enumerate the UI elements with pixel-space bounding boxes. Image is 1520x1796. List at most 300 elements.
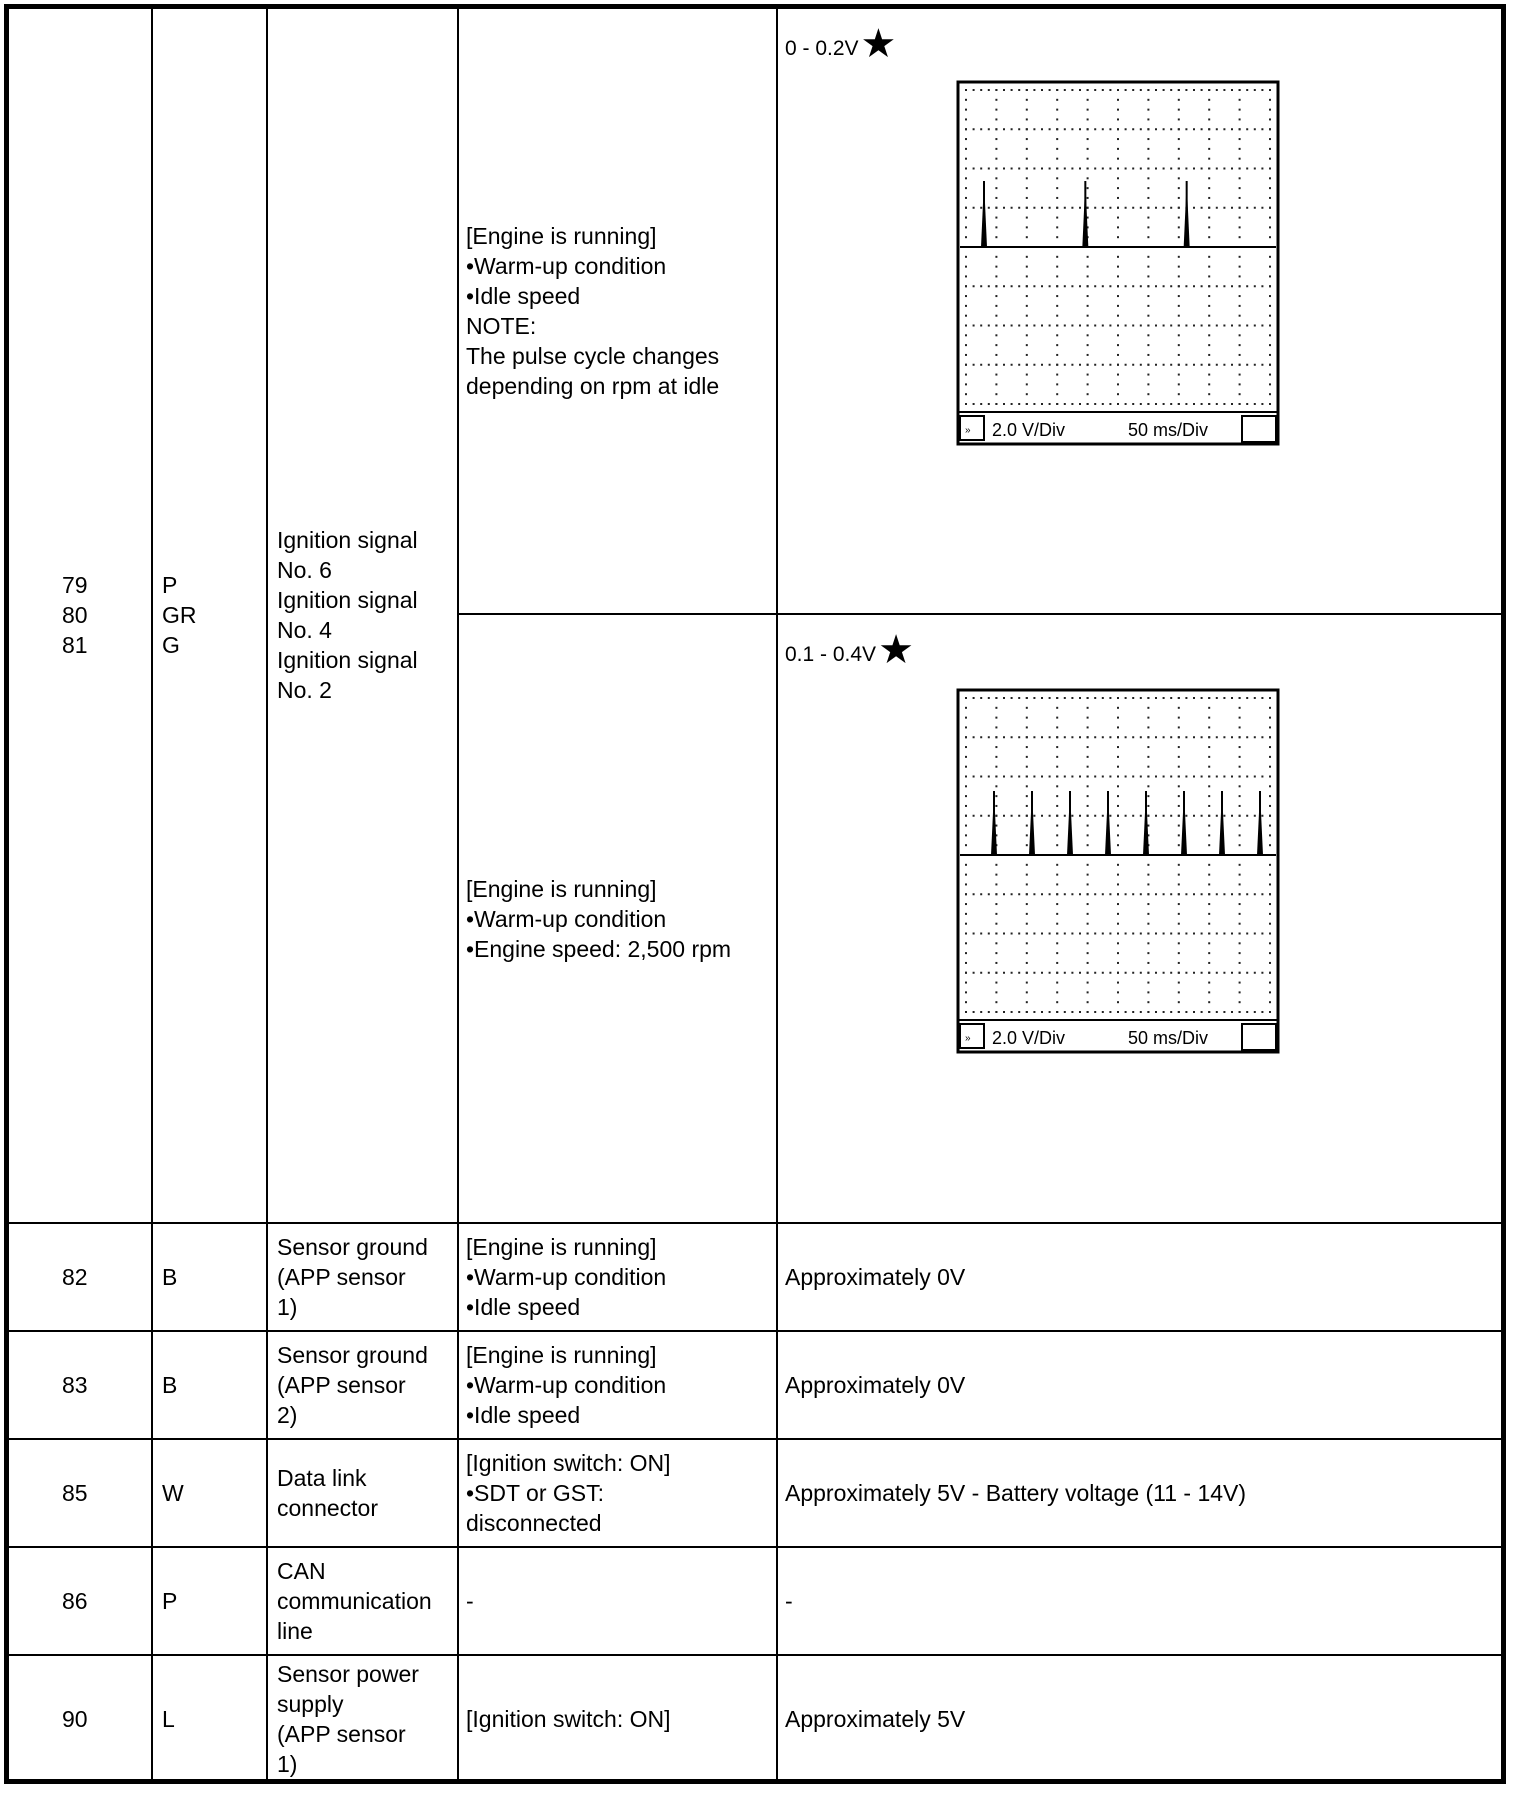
- grid-dot: [965, 844, 967, 846]
- grid-dot: [1231, 325, 1233, 327]
- grid-dot: [980, 168, 982, 170]
- grid-dot: [1269, 972, 1271, 974]
- grid-dot: [1087, 903, 1089, 905]
- grid-dot: [1231, 89, 1233, 91]
- grid-dot: [980, 285, 982, 287]
- grid-dot: [1170, 776, 1172, 778]
- grid-dot: [1208, 275, 1210, 277]
- grid-dot: [1246, 364, 1248, 366]
- grid-dot: [1056, 99, 1058, 101]
- grid-dot: [1239, 99, 1241, 101]
- grid-dot: [995, 785, 997, 787]
- grid-dot: [1269, 305, 1271, 307]
- grid-dot: [1018, 89, 1020, 91]
- grid-dot: [1254, 285, 1256, 287]
- grid-dot: [965, 825, 967, 827]
- grid-dot: [1147, 825, 1149, 827]
- grid-dot: [1117, 266, 1119, 268]
- grid-dot: [1269, 354, 1271, 356]
- grid-dot: [965, 364, 967, 366]
- grid-dot: [1087, 776, 1089, 778]
- grid-dot: [1102, 933, 1104, 935]
- grid-dot: [1026, 236, 1028, 238]
- time-div-label: 50 ms/Div: [1128, 1028, 1209, 1048]
- grid-dot: [1239, 256, 1241, 258]
- grid-dot: [1208, 168, 1210, 170]
- grid-dot: [1208, 325, 1210, 327]
- grid-dot: [1087, 197, 1089, 199]
- grid-dot: [1208, 834, 1210, 836]
- grid-dot: [1185, 285, 1187, 287]
- grid-dot: [1208, 805, 1210, 807]
- grid-dot: [1049, 168, 1051, 170]
- grid-dot: [1163, 325, 1165, 327]
- grid-dot: [995, 933, 997, 935]
- grid-dot: [1147, 982, 1149, 984]
- grid-dot: [1056, 89, 1058, 91]
- grid-dot: [1117, 952, 1119, 954]
- grid-dot: [1132, 207, 1134, 209]
- grid-dot: [1041, 128, 1043, 130]
- grid-dot: [988, 972, 990, 974]
- grid-dot: [1003, 364, 1005, 366]
- grid-dot: [1208, 982, 1210, 984]
- grid-dot: [965, 275, 967, 277]
- grid-dot: [1239, 776, 1241, 778]
- grid-dot: [1254, 697, 1256, 699]
- grid-dot: [1269, 903, 1271, 905]
- grid-dot: [973, 736, 975, 738]
- grid-dot: [1239, 128, 1241, 130]
- grid-dot: [1026, 226, 1028, 228]
- grid-dot: [1147, 266, 1149, 268]
- grid-dot: [1239, 883, 1241, 885]
- grid-dot: [1026, 393, 1028, 395]
- grid-dot: [973, 403, 975, 405]
- grid-dot: [1056, 334, 1058, 336]
- grid-dot: [1193, 893, 1195, 895]
- grid-dot: [1087, 795, 1089, 797]
- grid-dot: [1178, 844, 1180, 846]
- grid-dot: [1064, 325, 1066, 327]
- grid-dot: [1056, 364, 1058, 366]
- grid-dot: [1087, 266, 1089, 268]
- terminal-number: 83: [62, 1372, 88, 1398]
- grid-dot: [1079, 403, 1081, 405]
- grid-dot: [1269, 197, 1271, 199]
- grid-dot: [1208, 383, 1210, 385]
- grid-dot: [1026, 128, 1028, 130]
- grid-dot: [1216, 285, 1218, 287]
- grid-dot: [1026, 275, 1028, 277]
- grid-dot: [1102, 403, 1104, 405]
- grid-dot: [1254, 1011, 1256, 1013]
- grid-dot: [1208, 217, 1210, 219]
- grid-dot: [1041, 893, 1043, 895]
- grid-dot: [1117, 168, 1119, 170]
- grid-dot: [1056, 393, 1058, 395]
- grid-dot: [1117, 128, 1119, 130]
- grid-dot: [1231, 736, 1233, 738]
- grid-dot: [995, 972, 997, 974]
- grid-dot: [1087, 275, 1089, 277]
- grid-dot: [1223, 815, 1225, 817]
- grid-dot: [1147, 1001, 1149, 1003]
- grid-dot: [1239, 393, 1241, 395]
- grid-dot: [988, 1011, 990, 1013]
- grid-dot: [1049, 933, 1051, 935]
- grid-dot: [965, 952, 967, 954]
- grid-dot: [1193, 1011, 1195, 1013]
- grid-dot: [965, 913, 967, 915]
- grid-dot: [1147, 403, 1149, 405]
- grid-dot: [1269, 893, 1271, 895]
- grid-dot: [995, 874, 997, 876]
- grid-dot: [965, 354, 967, 356]
- grid-dot: [1041, 1011, 1043, 1013]
- grid-dot: [965, 726, 967, 728]
- table-row-value: [785, 1332, 1500, 1438]
- grid-dot: [1178, 1011, 1180, 1013]
- grid-dot: [1117, 295, 1119, 297]
- grid-dot: [1079, 1011, 1081, 1013]
- grid-dot: [995, 1001, 997, 1003]
- grid-dot: [1041, 364, 1043, 366]
- grid-dot: [1163, 972, 1165, 974]
- grid-dot: [1178, 707, 1180, 709]
- wire-colors-text: P GR G: [162, 572, 197, 658]
- grid-dot: [1246, 893, 1248, 895]
- grid-dot: [1026, 207, 1028, 209]
- grid-dot: [1170, 168, 1172, 170]
- grid-dot: [1239, 834, 1241, 836]
- grid-dot: [988, 168, 990, 170]
- grid-dot: [1163, 207, 1165, 209]
- table-row-color: [162, 1224, 262, 1330]
- star-icon: ★: [878, 628, 914, 672]
- grid-dot: [965, 1011, 967, 1013]
- grid-dot: [1018, 325, 1020, 327]
- grid-dot: [1254, 736, 1256, 738]
- grid-dot: [973, 89, 975, 91]
- grid-dot: [1125, 893, 1127, 895]
- grid-dot: [1087, 383, 1089, 385]
- grid-dot: [965, 962, 967, 964]
- grid-dot: [1201, 403, 1203, 405]
- grid-dot: [1087, 834, 1089, 836]
- grid-dot: [1216, 207, 1218, 209]
- grid-dot: [1087, 158, 1089, 160]
- grid-dot: [965, 883, 967, 885]
- grid-dot: [1269, 148, 1271, 150]
- grid-dot: [1087, 295, 1089, 297]
- grid-dot: [1254, 207, 1256, 209]
- grid-dot: [1239, 785, 1241, 787]
- grid-dot: [1178, 1001, 1180, 1003]
- grid-dot: [1208, 344, 1210, 346]
- grid-dot: [995, 1011, 997, 1013]
- grid-dot: [1026, 1001, 1028, 1003]
- table-row-item: [277, 1224, 455, 1330]
- grid-dot: [1178, 168, 1180, 170]
- grid-dot: [1185, 776, 1187, 778]
- grid-dot: [1269, 834, 1271, 836]
- grid-dot: [965, 805, 967, 807]
- oscilloscope-waveform-2500rpm: [956, 688, 1286, 1058]
- grid-dot: [988, 933, 990, 935]
- grid-dot: [980, 1011, 982, 1013]
- grid-dot: [1117, 187, 1119, 189]
- grid-dot: [1011, 697, 1013, 699]
- grid-dot: [1269, 933, 1271, 935]
- grid-dot: [1087, 707, 1089, 709]
- grid-dot: [1155, 697, 1157, 699]
- grid-dot: [1132, 736, 1134, 738]
- grid-dot: [1193, 285, 1195, 287]
- grid-dot: [1026, 403, 1028, 405]
- grid-dot: [1026, 962, 1028, 964]
- grid-dot: [1102, 325, 1104, 327]
- grid-dot: [1056, 177, 1058, 179]
- grid-dot: [1239, 89, 1241, 91]
- grid-dot: [980, 893, 982, 895]
- grid-dot: [1026, 707, 1028, 709]
- grid-dot: [1208, 256, 1210, 258]
- grid-dot: [1223, 168, 1225, 170]
- grid-dot: [973, 776, 975, 778]
- grid-dot: [1117, 89, 1119, 91]
- grid-dot: [1208, 913, 1210, 915]
- grid-dot: [1125, 168, 1127, 170]
- grid-dot: [1026, 766, 1028, 768]
- grid-dot: [965, 933, 967, 935]
- grid-dot: [965, 187, 967, 189]
- grid-dot: [988, 364, 990, 366]
- grid-dot: [1003, 325, 1005, 327]
- grid-dot: [1261, 403, 1263, 405]
- grid-dot: [1117, 177, 1119, 179]
- grid-dot: [1026, 315, 1028, 317]
- grid-dot: [1087, 393, 1089, 395]
- grid-dot: [1087, 1011, 1089, 1013]
- item-text: Data link connector: [277, 1465, 379, 1521]
- grid-dot: [1239, 913, 1241, 915]
- grid-dot: [1147, 325, 1149, 327]
- grid-dot: [1147, 923, 1149, 925]
- grid-dot: [1109, 168, 1111, 170]
- grid-dot: [1087, 736, 1089, 738]
- grid-dot: [965, 972, 967, 974]
- grid-dot: [1269, 717, 1271, 719]
- grid-dot: [1033, 403, 1035, 405]
- grid-dot: [1147, 697, 1149, 699]
- grid-dot: [1269, 403, 1271, 405]
- grid-dot: [1178, 393, 1180, 395]
- grid-dot: [1026, 325, 1028, 327]
- grid-dot: [1056, 864, 1058, 866]
- grid-dot: [1018, 364, 1020, 366]
- grid-dot: [1178, 148, 1180, 150]
- grid-dot: [1125, 89, 1127, 91]
- grid-dot: [1087, 874, 1089, 876]
- grid-dot: [1201, 364, 1203, 366]
- grid-dot: [1269, 344, 1271, 346]
- grid-dot: [965, 746, 967, 748]
- reading-idle-value: 0 - 0.2V: [785, 37, 859, 60]
- grid-dot: [1064, 207, 1066, 209]
- grid-dot: [1102, 364, 1104, 366]
- grid-dot: [1087, 766, 1089, 768]
- grid-dot: [1056, 972, 1058, 974]
- grid-dot: [988, 403, 990, 405]
- grid-dot: [1155, 128, 1157, 130]
- grid-dot: [1109, 893, 1111, 895]
- grid-dot: [995, 325, 997, 327]
- grid-dot: [1223, 1011, 1225, 1013]
- grid-dot: [1026, 805, 1028, 807]
- grid-dot: [1170, 89, 1172, 91]
- table-row-condition: [466, 1656, 774, 1782]
- grid-dot: [1261, 972, 1263, 974]
- grid-dot: [1071, 325, 1073, 327]
- grid-dot: [1094, 972, 1096, 974]
- grid-dot: [1064, 89, 1066, 91]
- grid-dot: [1117, 707, 1119, 709]
- grid-dot: [1185, 893, 1187, 895]
- grid-dot: [1026, 746, 1028, 748]
- table-row-condition: [466, 1440, 774, 1546]
- grid-dot: [1269, 785, 1271, 787]
- grid-dot: [1033, 893, 1035, 895]
- grid-dot: [1163, 168, 1165, 170]
- grid-dot: [1018, 972, 1020, 974]
- grid-dot: [1231, 697, 1233, 699]
- grid-dot: [965, 756, 967, 758]
- grid-dot: [1185, 325, 1187, 327]
- grid-dot: [1132, 403, 1134, 405]
- grid-dot: [1056, 266, 1058, 268]
- grid-dot: [1041, 697, 1043, 699]
- grid-dot: [1041, 736, 1043, 738]
- grid-dot: [995, 776, 997, 778]
- grid-dot: [1117, 726, 1119, 728]
- grid-dot: [1087, 315, 1089, 317]
- grid-dot: [1163, 776, 1165, 778]
- grid-dot: [995, 717, 997, 719]
- grid-dot: [1254, 933, 1256, 935]
- grid-dot: [1018, 403, 1020, 405]
- grid-dot: [1239, 844, 1241, 846]
- grid-dot: [1087, 982, 1089, 984]
- grid-dot: [965, 266, 967, 268]
- table-row-item: [277, 1332, 455, 1438]
- grid-dot: [1041, 933, 1043, 935]
- grid-dot: [1056, 285, 1058, 287]
- grid-dot: [1094, 325, 1096, 327]
- grid-dot: [1079, 285, 1081, 287]
- grid-dot: [1117, 207, 1119, 209]
- grid-dot: [1170, 972, 1172, 974]
- grid-dot: [980, 403, 982, 405]
- grid-dot: [988, 128, 990, 130]
- grid-dot: [1117, 226, 1119, 228]
- grid-dot: [1033, 325, 1035, 327]
- grid-dot: [965, 128, 967, 130]
- grid-dot: [1178, 285, 1180, 287]
- grid-dot: [988, 776, 990, 778]
- grid-dot: [965, 217, 967, 219]
- grid-dot: [1239, 285, 1241, 287]
- condition-text: [Engine is running] •Warm-up condition •Idle speed: [466, 1342, 667, 1428]
- grid-dot: [1178, 344, 1180, 346]
- grid-dot: [1125, 776, 1127, 778]
- grid-dot: [1239, 383, 1241, 385]
- condition-2500rpm-text: [Engine is running] •Warm-up condition •Engine speed: 2,500 rpm: [466, 875, 732, 962]
- grid-dot: [1147, 874, 1149, 876]
- grid-dot: [1056, 256, 1058, 258]
- grid-dot: [988, 736, 990, 738]
- table-row-item: [277, 1440, 455, 1546]
- grid-dot: [1147, 1011, 1149, 1013]
- grid-dot: [1163, 128, 1165, 130]
- grid-dot: [1216, 972, 1218, 974]
- grid-dot: [1201, 168, 1203, 170]
- grid-dot: [1269, 776, 1271, 778]
- grid-dot: [1049, 128, 1051, 130]
- value-text: Approximately 0V: [785, 1264, 966, 1290]
- grid-dot: [965, 315, 967, 317]
- grid-dot: [1117, 334, 1119, 336]
- grid-dot: [980, 776, 982, 778]
- grid-dot: [980, 815, 982, 817]
- grid-dot: [1011, 325, 1013, 327]
- grid-dot: [1117, 1011, 1119, 1013]
- grid-dot: [1026, 256, 1028, 258]
- grid-dot: [1178, 89, 1180, 91]
- grid-dot: [995, 923, 997, 925]
- grid-dot: [1087, 952, 1089, 954]
- grid-dot: [1208, 266, 1210, 268]
- grid-dot: [1239, 933, 1241, 935]
- grid-dot: [1117, 99, 1119, 101]
- grid-dot: [1117, 403, 1119, 405]
- grid-dot: [1102, 207, 1104, 209]
- grid-dot: [1140, 815, 1142, 817]
- grid-dot: [965, 893, 967, 895]
- grid-dot: [1056, 776, 1058, 778]
- grid-dot: [1208, 99, 1210, 101]
- grid-dot: [1049, 325, 1051, 327]
- grid-dot: [1094, 893, 1096, 895]
- grid-dot: [1087, 138, 1089, 140]
- grid-dot: [1178, 903, 1180, 905]
- grid-dot: [965, 393, 967, 395]
- grid-dot: [1026, 726, 1028, 728]
- grid-dot: [1064, 285, 1066, 287]
- grid-dot: [1147, 305, 1149, 307]
- grid-dot: [1163, 697, 1165, 699]
- grid-dot: [988, 207, 990, 209]
- grid-dot: [1125, 1011, 1127, 1013]
- grid-dot: [965, 158, 967, 160]
- grid-dot: [1178, 128, 1180, 130]
- grid-dot: [1117, 285, 1119, 287]
- grid-dot: [1239, 1001, 1241, 1003]
- grid-dot: [1178, 354, 1180, 356]
- grid-dot: [1026, 982, 1028, 984]
- table-row-value: [785, 1548, 1500, 1654]
- grid-dot: [1117, 305, 1119, 307]
